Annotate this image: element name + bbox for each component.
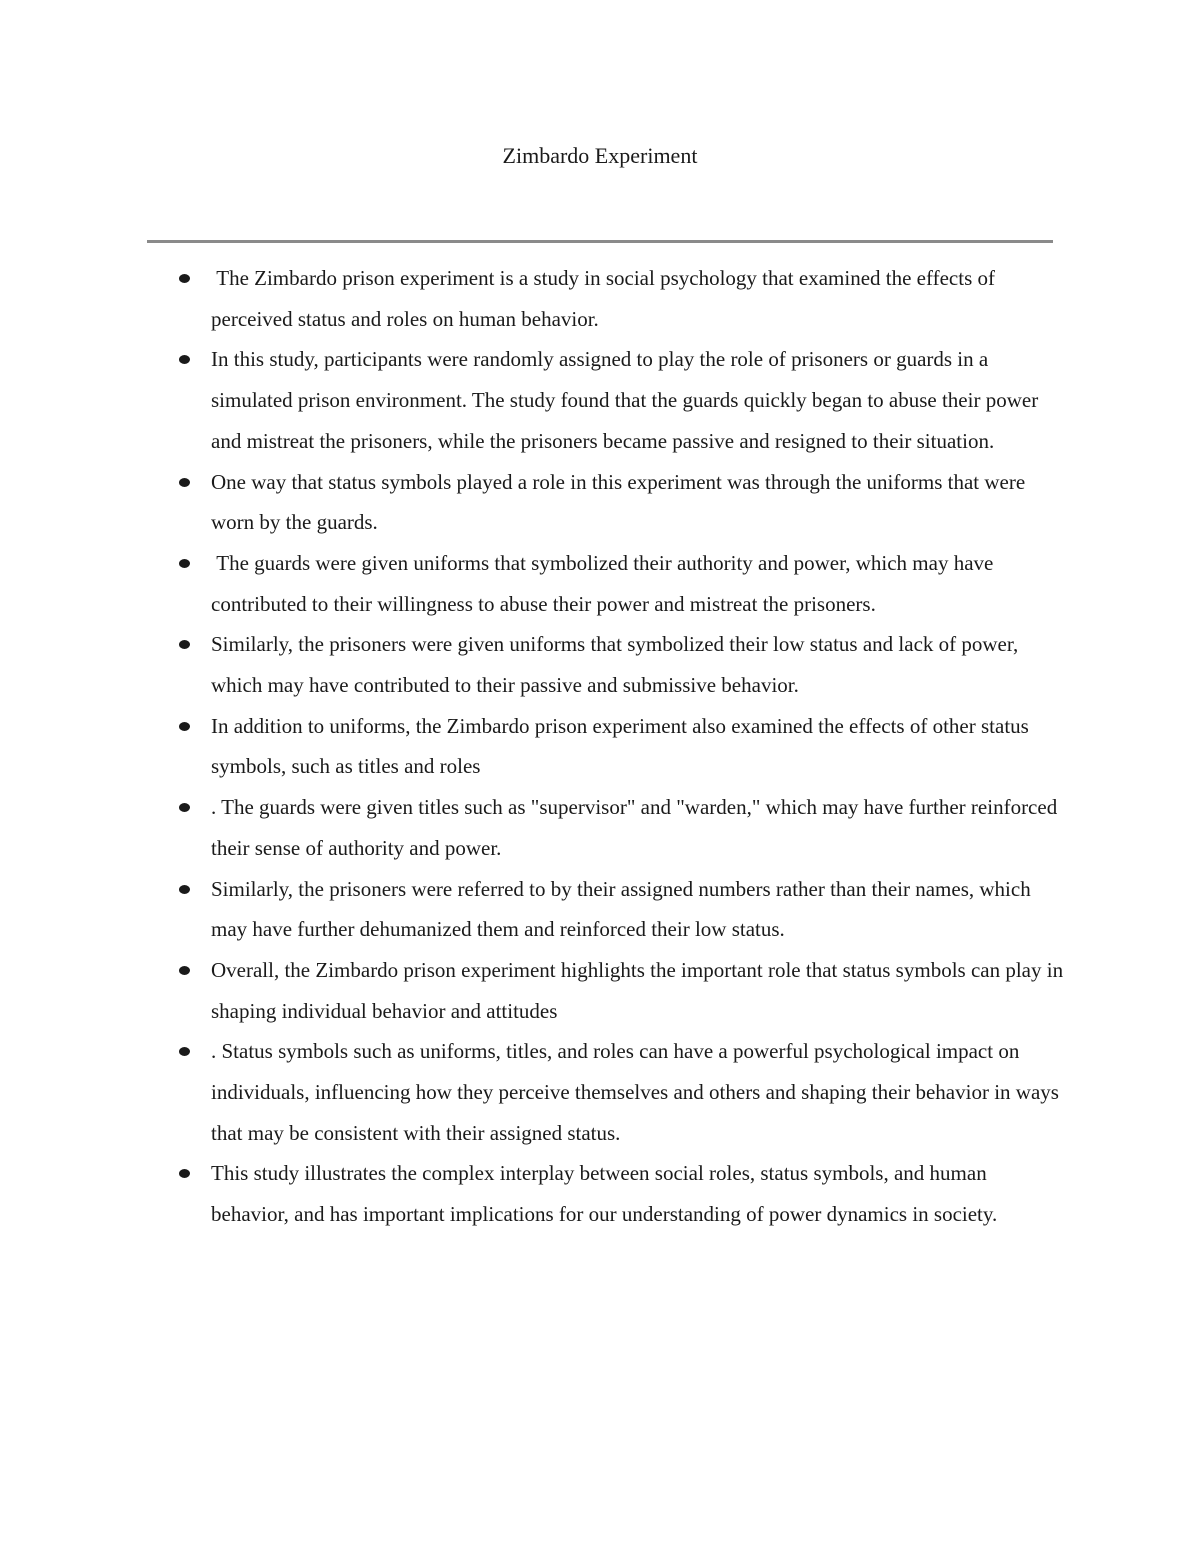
bullet-text: In addition to uniforms, the Zimbardo prison experiment also examined the effects of other status symbols, such as titles and roles	[211, 713, 1029, 779]
bullet-dot-icon	[179, 1047, 190, 1056]
bullet-dot-icon	[179, 722, 190, 731]
bullet-text: Overall, the Zimbardo prison experiment highlights the important role that status symbols can play in shaping individual behavior and attitudes	[211, 957, 1064, 1023]
bullet-text: . Status symbols such as uniforms, titles, and roles can have a powerful psychological impact on individuals, influencing how they perceive themselves and others and shaping their behavior in ways that may be consistent with their assigned status.	[211, 1039, 1059, 1145]
bullet-text: Similarly, the prisoners were referred to by their assigned numbers rather than their names, which may have further dehumanized them and reinforced their low status.	[211, 876, 1031, 942]
bullet-text: In this study, participants were randomly assigned to play the role of prisoners or guards in a simulated prison environment. The study found that the guards quickly began to abuse their power and mistreat the prisoners, while the prisoners became passive and resigned to their situation.	[211, 347, 1039, 453]
bullet-dot-icon	[179, 355, 190, 364]
bullet-item	[170, 787, 1065, 868]
bullet-dot-icon	[179, 1169, 190, 1178]
bullet-item	[170, 624, 1065, 705]
bullet-dot-icon	[179, 803, 190, 812]
bullet-item	[170, 1153, 1065, 1234]
bullet-text: The Zimbardo prison experiment is a study in social psychology that examined the effects of perceived status and roles on human behavior.	[211, 266, 1001, 331]
bullet-dot-icon	[179, 559, 190, 568]
bullet-item	[170, 869, 1065, 950]
bullet-item	[170, 706, 1065, 787]
bullet-item	[170, 543, 1065, 624]
bullet-text: The guards were given uniforms that symbolized their authority and power, which may have contributed to their willingness to abuse their power and mistreat the prisoners.	[211, 550, 999, 616]
bullet-dot-icon	[179, 885, 190, 894]
bullet-text: One way that status symbols played a role in this experiment was through the uniforms that were worn by the guards.	[211, 469, 1026, 535]
bullet-item	[170, 1031, 1065, 1153]
bullet-dot-icon	[179, 640, 190, 649]
bullet-text: This study illustrates the complex interplay between social roles, status symbols, and human behavior, and has important implications for our understanding of power dynamics in society.	[211, 1161, 998, 1227]
bullet-item	[170, 462, 1065, 543]
bullet-item	[170, 950, 1065, 1031]
document-title: Zimbardo Experiment	[502, 143, 698, 168]
bullet-dot-icon	[179, 274, 190, 283]
bullet-list	[170, 258, 1065, 1235]
bullet-text: . The guards were given titles such as "supervisor" and "warden," which may have further reinforced their sense of authority and power.	[211, 795, 1058, 860]
bullet-item	[170, 258, 1065, 339]
bullet-item	[170, 339, 1065, 461]
bullet-dot-icon	[179, 478, 190, 487]
bullet-text: Similarly, the prisoners were given uniforms that symbolized their low status and lack of power, which may have contributed to their passive and submissive behavior.	[211, 632, 1019, 698]
title-divider	[147, 240, 1053, 243]
bullet-dot-icon	[179, 966, 190, 975]
